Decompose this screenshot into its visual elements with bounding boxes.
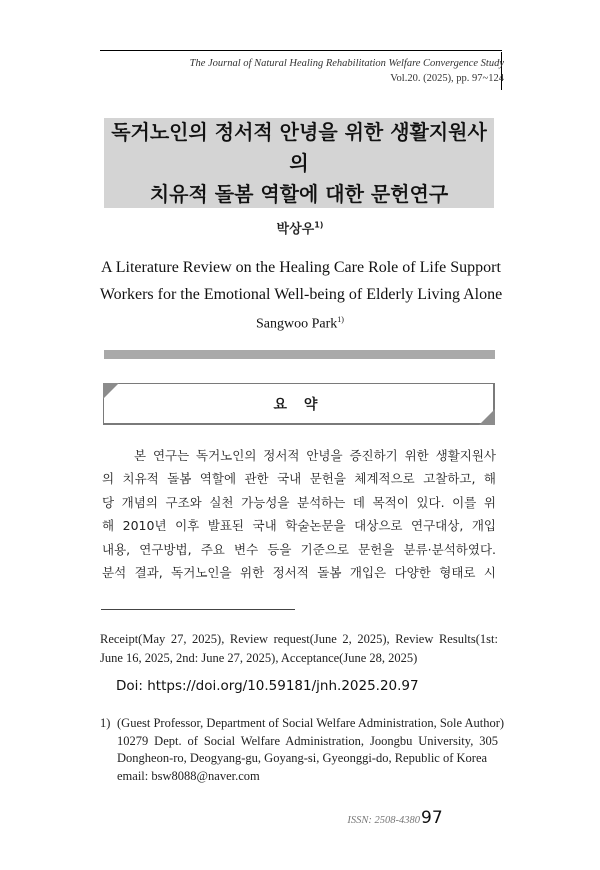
abstract-body bbox=[102, 444, 496, 584]
affiliation-line: Dongheon-ro, Deogyang-gu, Goyang-si, Gyeonggi-do, Republic of Korea bbox=[117, 751, 488, 765]
journal-name: The Journal of Natural Healing Rehabilitation Welfare Convergence Study bbox=[189, 58, 504, 69]
abstract-heading: 요 약 bbox=[273, 396, 324, 413]
abstract-line: 해 2010년 이후 발표된 국내 학술논문을 대상으로 연구대상, 개입 bbox=[102, 518, 496, 534]
abstract-line: 당 개념의 구조와 실천 가능성을 분석하는 데 목적이 있다. 이를 위 bbox=[102, 494, 496, 510]
abstract-line: 분석 결과, 독거노인을 위한 정서적 돌봄 개입은 다양한 형태로 시 bbox=[102, 564, 496, 580]
running-header bbox=[190, 56, 504, 86]
doi-link[interactable]: Doi: https://doi.org/10.59181/jnh.2025.20.97 bbox=[116, 678, 419, 694]
abstract-line: 본 연구는 독거노인의 정서적 안녕을 증진하기 위한 생활지원사 bbox=[134, 448, 496, 463]
author-email[interactable]: email: bsw8088@naver.com bbox=[117, 768, 260, 783]
issn: ISSN: 2508-4380 bbox=[347, 815, 420, 826]
corner-decoration-top-left bbox=[103, 383, 119, 399]
receipt-line-2: June 16, 2025, 2nd: June 27, 2025), Acceptance(June 28, 2025) bbox=[100, 651, 418, 665]
korean-title-box bbox=[104, 118, 494, 208]
receipt-line-1: Receipt(May 27, 2025), Review request(June 2, 2025), Review Results(1st: bbox=[100, 632, 498, 646]
english-title bbox=[96, 254, 506, 308]
footnote-number: 1) bbox=[100, 716, 111, 730]
korean-author-name: 박상우 bbox=[276, 222, 315, 237]
affiliation-footnote bbox=[100, 715, 505, 785]
section-divider-bar bbox=[104, 350, 495, 359]
footnote-separator bbox=[101, 609, 295, 610]
page-number: 97 bbox=[421, 808, 443, 828]
english-title-line-1: A Literature Review on the Healing Care Role of Life Support bbox=[101, 259, 501, 276]
receipt-dates bbox=[100, 630, 498, 668]
header-top-rule bbox=[100, 50, 502, 51]
abstract-heading-box bbox=[103, 383, 495, 425]
corner-decoration-bottom-right bbox=[479, 409, 495, 425]
korean-title-line-1: 독거노인의 정서적 안녕을 위한 생활지원사의 bbox=[111, 119, 487, 175]
abstract-line: 내용, 연구방법, 주요 변수 등을 기준으로 문헌을 분류·분석하였다. bbox=[102, 541, 496, 557]
abstract-line: 의 치유적 돌봄 역할에 관한 국내 문헌을 체계적으로 고찰하고, 해 bbox=[102, 471, 496, 487]
english-author-footnote-mark[interactable]: 1) bbox=[337, 315, 344, 324]
english-author bbox=[0, 315, 600, 333]
english-title-line-2: Workers for the Emotional Well-being of Elderly Living Alone bbox=[99, 286, 503, 303]
english-author-name: Sangwoo Park bbox=[256, 316, 338, 332]
affiliation-line: (Guest Professor, Department of Social Welfare Administration, Sole Author) bbox=[117, 716, 505, 730]
affiliation-line: 10279 Dept. of Social Welfare Administration, Joongbu University, 305 bbox=[117, 733, 498, 748]
korean-title-line-2: 치유적 돌봄 역할에 대한 문헌연구 bbox=[149, 181, 449, 206]
korean-author-footnote-mark[interactable]: 1) bbox=[314, 220, 324, 230]
volume-info: Vol.20. (2025), pp. 97~124 bbox=[390, 73, 504, 84]
korean-author bbox=[0, 218, 600, 237]
